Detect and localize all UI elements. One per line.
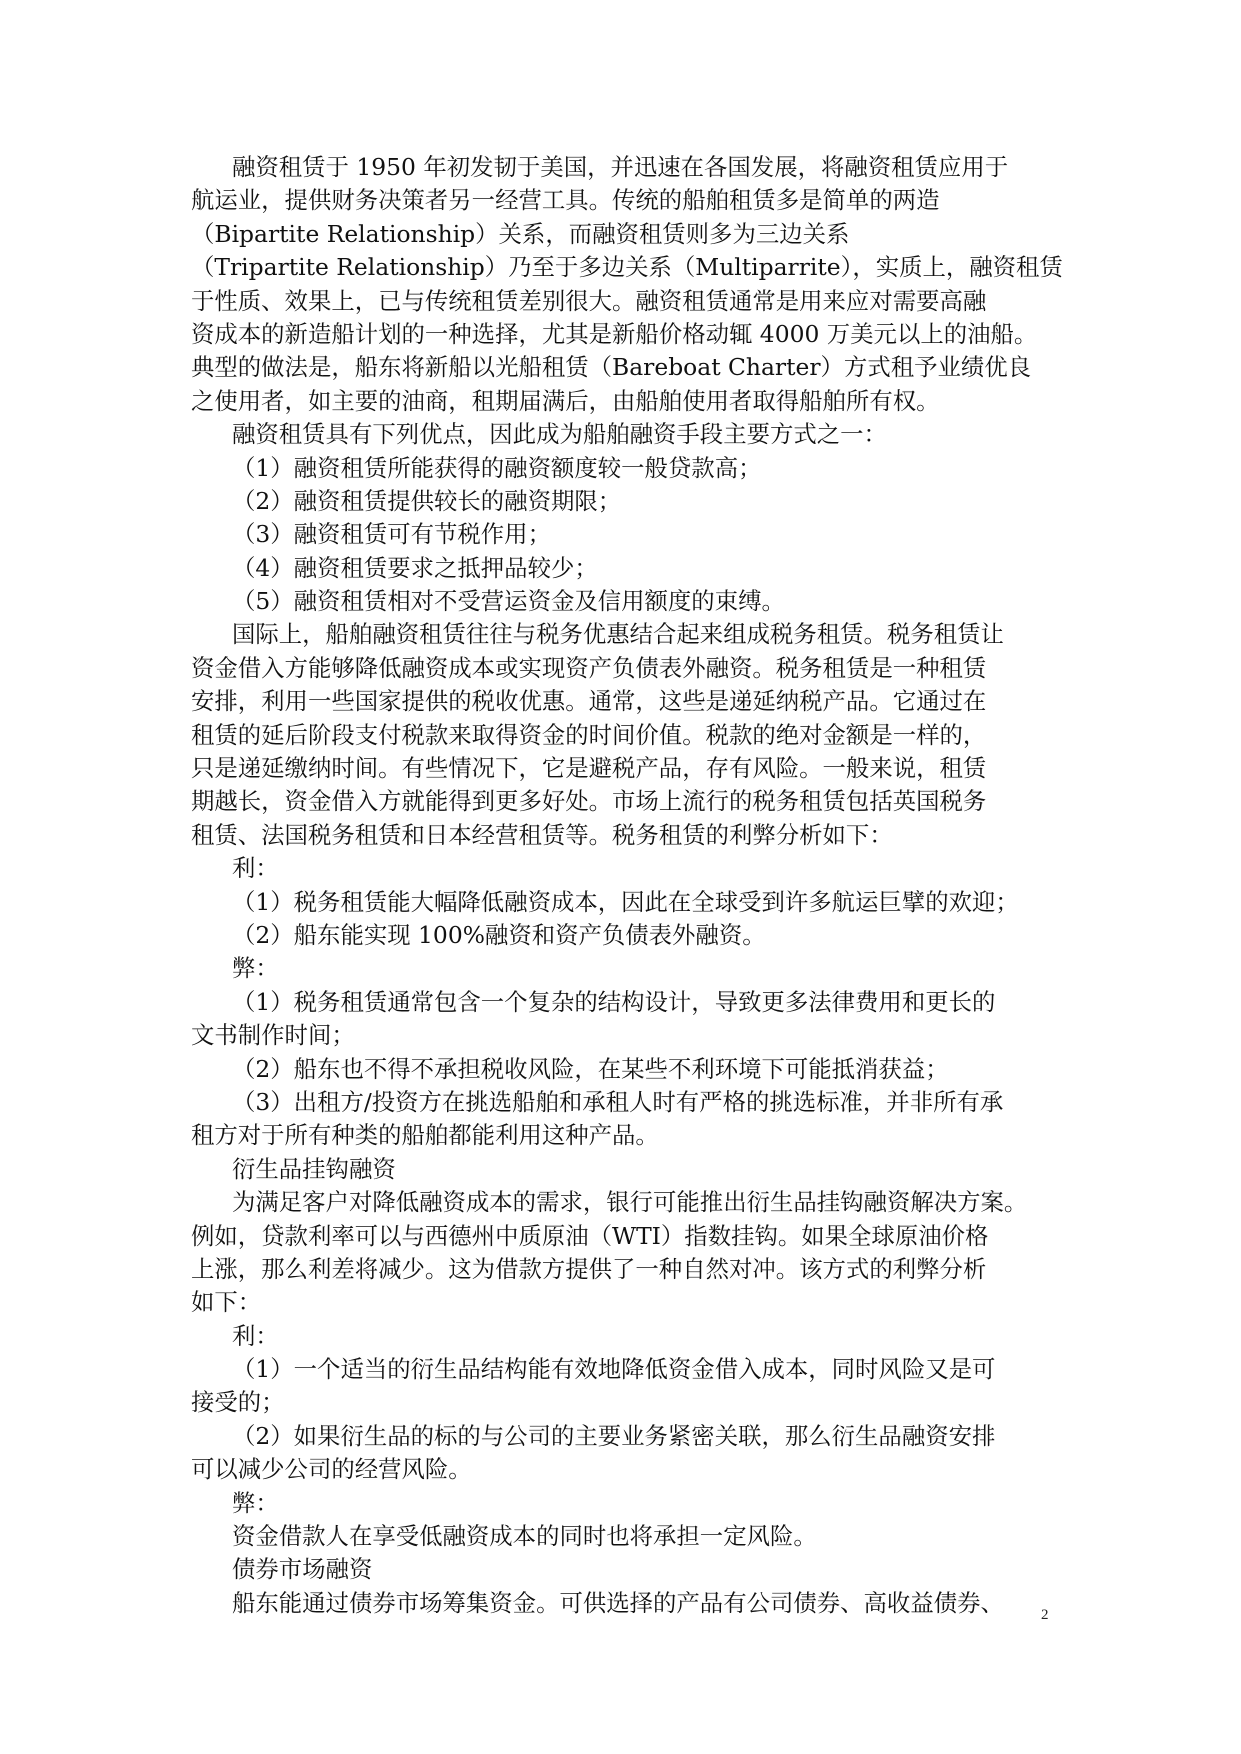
paragraph-line: 为满足客户对降低融资成本的需求，银行可能推出衍生品挂钩融资解决方案。 bbox=[232, 1188, 1028, 1217]
list-item: （1）一个适当的衍生品结构能有效地降低资金借入成本，同时风险又是可 bbox=[232, 1355, 996, 1384]
section-heading: 债券市场融资 bbox=[232, 1555, 373, 1584]
paragraph-line: 安排，利用一些国家提供的税收优惠。通常，这些是递延纳税产品。它通过在 bbox=[191, 687, 987, 716]
paragraph-line: 融资租赁于 1950 年初发韧于美国，并迅速在各国发展，将融资租赁应用于 bbox=[232, 153, 1009, 181]
list-item: （1）税务租赁能大幅降低融资成本，因此在全球受到许多航运巨擘的欢迎； bbox=[232, 887, 1019, 916]
paragraph-text: （Bipartite Relationship）关系，而融资租赁则多为三边关系 bbox=[191, 219, 850, 248]
document-body bbox=[191, 151, 1063, 1620]
paragraph-line bbox=[191, 218, 1049, 251]
pros-heading: 利： bbox=[232, 854, 279, 883]
list-item: （3）出租方/投资方在挑选船舶和承租人时有严格的挑选标准，并非所有承 bbox=[232, 1087, 1004, 1116]
paragraph-line: 上涨，那么利差将减少。这为借款方提供了一种自然对冲。该方式的利弊分析 bbox=[191, 1254, 987, 1283]
paragraph-line: 资金借入方能够降低融资成本或实现资产负债表外融资。税务租赁是一种租赁 bbox=[191, 653, 987, 682]
pros-heading: 利： bbox=[232, 1321, 279, 1350]
paragraph-line: 航运业，提供财务决策者另一经营工具。传统的船舶租赁多是简单的两造 bbox=[191, 186, 940, 215]
paragraph-line: 融资租赁具有下列优点，因此成为船舶融资手段主要方式之一： bbox=[232, 420, 887, 449]
list-item: （1）税务租赁通常包含一个复杂的结构设计，导致更多法律费用和更长的 bbox=[232, 987, 996, 1016]
paragraph-line: 典型的做法是，船东将新船以光船租赁（Bareboat Charter）方式租予业绩优良 bbox=[191, 353, 1032, 382]
list-item: （3）融资租赁可有节税作用； bbox=[232, 520, 551, 549]
paragraph-line: 资成本的新造船计划的一种选择，尤其是新船价格动辄 4000 万美元以上的油船。 bbox=[191, 319, 1038, 348]
paragraph-line: 租赁的延后阶段支付税款来取得资金的时间价值。税款的绝对金额是一样的， bbox=[191, 720, 987, 749]
list-item: （1）融资租赁所能获得的融资额度较一般贷款高； bbox=[232, 453, 762, 482]
paragraph-line: 期越长，资金借入方就能得到更多好处。市场上流行的税务租赁包括英国税务 bbox=[191, 787, 987, 816]
list-item-continuation: 接受的； bbox=[191, 1388, 285, 1417]
paragraph-line: （Tripartite Relationship）乃至于多边关系（Multiparrite），实质上，融资租赁 bbox=[191, 253, 1063, 282]
list-item-continuation: 可以减少公司的经营风险。 bbox=[191, 1455, 472, 1484]
cons-heading: 弊： bbox=[232, 954, 279, 983]
paragraph-line: 例如，贷款利率可以与西德州中质原油（WTI）指数挂钩。如果全球原油价格 bbox=[191, 1221, 989, 1250]
justified-line bbox=[191, 218, 1049, 251]
paragraph-line: 国际上，船舶融资租赁往往与税务优惠结合起来组成税务租赁。税务租赁让 bbox=[232, 620, 1004, 649]
paragraph-line: 只是递延缴纳时间。有些情况下，它是避税产品，存有风险。一般来说，租赁 bbox=[191, 754, 987, 783]
section-heading: 衍生品挂钩融资 bbox=[232, 1154, 396, 1183]
cons-heading: 弊： bbox=[232, 1488, 279, 1517]
list-item: （2）融资租赁提供较长的融资期限； bbox=[232, 486, 622, 515]
page-number: 2 bbox=[1041, 1607, 1049, 1623]
list-item: （4）融资租赁要求之抵押品较少； bbox=[232, 553, 598, 582]
paragraph-line: 之使用者，如主要的油商，租期届满后，由船舶使用者取得船舶所有权。 bbox=[191, 386, 940, 415]
paragraph-line: 租赁、法国税务租赁和日本经营租赁等。税务租赁的利弊分析如下： bbox=[191, 820, 893, 849]
paragraph-line: 于性质、效果上，已与传统租赁差别很大。融资租赁通常是用来应对需要高融 bbox=[191, 286, 987, 315]
list-item: （2）船东也不得不承担税收风险，在某些不利环境下可能抵消获益； bbox=[232, 1054, 949, 1083]
list-item-continuation: 文书制作时间； bbox=[191, 1021, 355, 1050]
list-item: （2）如果衍生品的标的与公司的主要业务紧密关联，那么衍生品融资安排 bbox=[232, 1421, 996, 1450]
paragraph-line: 船东能通过债券市场筹集资金。可供选择的产品有公司债券、高收益债券、 bbox=[232, 1588, 1004, 1617]
paragraph-line: 如下： bbox=[191, 1288, 262, 1317]
list-item: （5）融资租赁相对不受营运资金及信用额度的束缚。 bbox=[232, 587, 785, 616]
paragraph-line: 资金借款人在享受低融资成本的同时也将承担一定风险。 bbox=[232, 1522, 817, 1551]
list-item-continuation: 租方对于所有种类的船舶都能利用这种产品。 bbox=[191, 1121, 659, 1150]
list-item: （2）船东能实现 100%融资和资产负债表外融资。 bbox=[232, 920, 766, 949]
